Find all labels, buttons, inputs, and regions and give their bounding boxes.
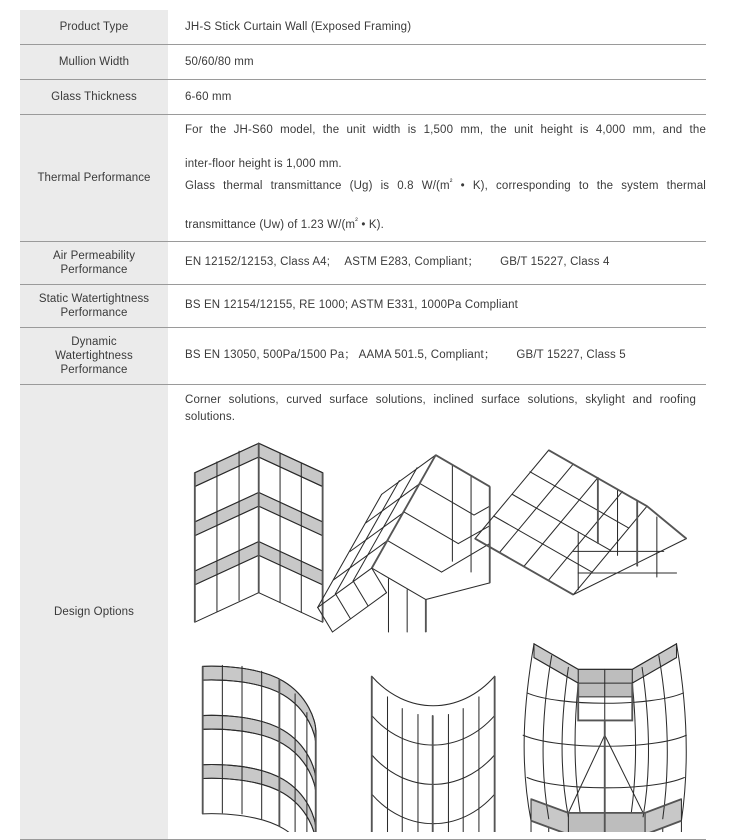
diagram-curved-corner-wall — [203, 665, 316, 832]
table-row-product-type — [20, 10, 706, 45]
row-label-thermal-performance: Thermal Performance — [20, 115, 168, 242]
row-label-air-permeability — [20, 241, 168, 284]
thermal-line-3-superscript: ² — [449, 177, 453, 186]
row-label-product-type: Product Type — [20, 10, 168, 45]
row-value-dynamic-watertightness: BS EN 13050, 500Pa/1500 Pa； AAMA 501.5, Compliant； GB/T 15227, Class 5 — [168, 327, 706, 384]
table-row-static-watertightness — [20, 284, 706, 327]
thermal-line-3-a: Glass thermal transmittance (Ug) is 0.8 W/(m — [185, 179, 450, 192]
row-label-glass-thickness: Glass Thickness — [20, 80, 168, 115]
table-row-design-options — [20, 384, 706, 839]
diagram-inclined-surface-wall — [318, 455, 490, 632]
design-options-description: Corner solutions, curved surface solutions, inclined surface solutions, skylight and roofing solutions. — [185, 393, 696, 423]
row-label-static-watertightness — [20, 284, 168, 327]
thermal-line-3-c: • K), corresponding to the system thermal — [452, 179, 706, 192]
row-label-air-permeability-line2: Performance — [60, 263, 128, 276]
thermal-line-2: inter-floor height is 1,000 mm. — [185, 158, 342, 170]
row-label-air-permeability-line1: Air Permeability — [52, 249, 136, 262]
row-label-dynamic-watertightness-line2: Watertightness — [55, 349, 133, 362]
table-row-air-permeability — [20, 241, 706, 284]
table-row-mullion-width — [20, 45, 706, 80]
thermal-line-4-superscript: ² — [355, 215, 358, 225]
table-row-thermal-performance — [20, 115, 706, 242]
row-value-product-type: JH-S Stick Curtain Wall (Exposed Framing) — [168, 10, 706, 45]
row-value-design-options — [168, 384, 706, 839]
table-row-dynamic-watertightness — [20, 327, 706, 384]
row-value-thermal-performance — [168, 115, 706, 242]
row-value-air-permeability: EN 12152/12153, Class A4; ASTM E283, Compliant； GB/T 15227, Class 4 — [168, 241, 706, 284]
table-row-glass-thickness — [20, 80, 706, 115]
thermal-line-4-a: transmittance (Uw) of 1.23 W/(m — [185, 218, 356, 231]
row-value-mullion-width: 50/60/80 mm — [168, 45, 706, 80]
row-label-dynamic-watertightness — [20, 327, 168, 384]
diagram-zigzag-corner-wall — [195, 443, 323, 622]
row-label-dynamic-watertightness-line1: Dynamic — [71, 335, 117, 348]
row-value-static-watertightness: BS EN 12154/12155, RE 1000; ASTM E331, 1000Pa Compliant — [168, 284, 706, 327]
row-label-static-watertightness-line1: Static Watertightness — [38, 292, 150, 305]
thermal-line-4-c: • K). — [358, 218, 385, 231]
row-label-mullion-width: Mullion Width — [20, 45, 168, 80]
row-label-static-watertightness-line2: Performance — [60, 306, 128, 319]
row-value-glass-thickness: 6-60 mm — [168, 80, 706, 115]
design-options-diagrams — [185, 432, 706, 832]
thermal-line-3 — [185, 173, 706, 212]
row-label-design-options: Design Options — [20, 384, 168, 839]
diagram-gabled-skylight-roof — [475, 450, 686, 595]
row-label-dynamic-watertightness-line3: Performance — [60, 363, 128, 376]
diagram-flared-curved-facade — [523, 643, 686, 831]
thermal-line-4 — [185, 212, 706, 234]
specification-table — [20, 10, 706, 840]
diagram-concave-curved-wall — [372, 676, 495, 832]
thermal-line-1: For the JH-S60 model, the unit width is 1,500 mm, the unit height is 4,000 mm, and the — [185, 124, 706, 136]
